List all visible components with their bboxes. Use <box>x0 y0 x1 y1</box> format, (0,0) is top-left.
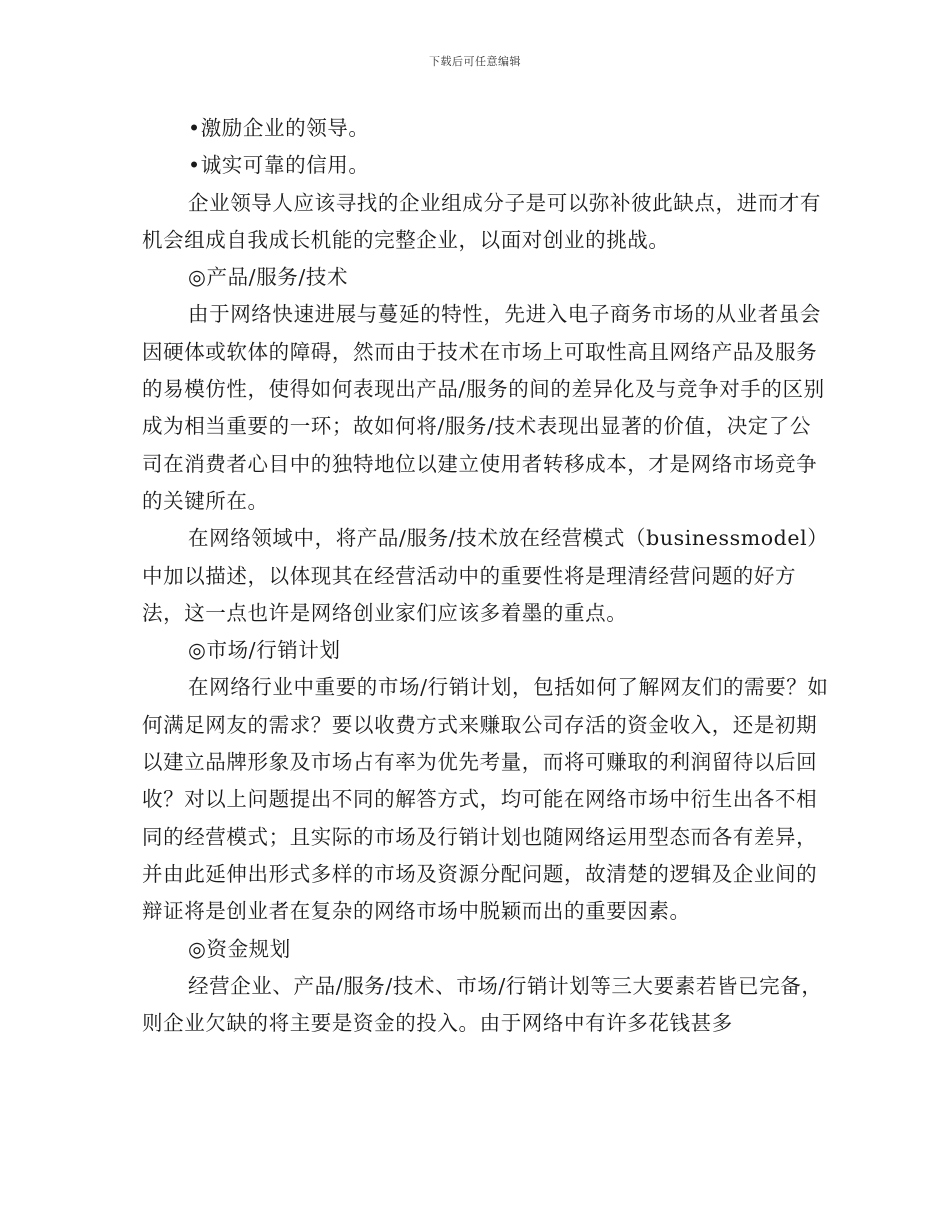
paragraph-market-1: 在网络行业中重要的市场/行销计划，包括如何了解网友们的需要？如何满足网友的需求？要以收费方式来赚取公司存活的资金收入，还是初期以建立品牌形象及市场占有率为优先考量，而将可赚取的利润留待以后回收？对以上问题提出不同的解答方式，均可能在网络市场中衍生出各不相同的经营模式；且实际的市场及行销计划也随网络运用型态而各有差异，并由此延伸出形式多样的市场及资源分配问题，故清楚的逻辑及企业间的辩证将是创业者在复杂的网络市场中脱颖而出的重要因素。 <box>142 675 829 924</box>
bullet-item: •诚实可靠的信用。 <box>188 153 370 178</box>
paragraph-intro: 企业领导人应该寻找的企业组成分子是可以弥补彼此缺点，进而才有机会组成自我成长机能的完整企业，以面对创业的挑战。 <box>142 190 821 252</box>
paragraph-funding-1: 经营企业、产品/服务/技术、市场/行销计划等三大要素若皆已完备，则企业欠缺的将主要是资金的投入。由于网络中有许多花钱甚多 <box>142 973 823 1036</box>
document-body <box>142 110 832 1042</box>
paragraph-product-1: 由于网络快速进展与蔓延的特性，先进入电子商务市场的从业者虽会因硬体或软体的障碍，然而由于技术在市场上可取性高且网络产品及服务的易模仿性，使得如何表现出产品/服务的间的差异化及与竞争对手的区别成为相当重要的一环；故如何将/服务/技术表现出显著的价值，决定了公司在消费者心目中的独特地位以建立使用者转移成本，才是网络市场竞争的关键所在。 <box>142 302 825 513</box>
bullet-item: •激励企业的领导。 <box>188 116 370 140</box>
section-heading-funding: ◎资金规划 <box>188 936 291 961</box>
section-heading-market: ◎市场/行销计划 <box>188 638 341 663</box>
section-heading-product: ◎产品/服务/技术 <box>188 265 349 290</box>
page-header: 下载后可任意编辑 <box>429 55 521 68</box>
paragraph-product-2: 在网络领域中，将产品/服务/技术放在经营模式（businessmodel）中加以描述，以体现其在经营活动中的重要性将是理清经营问题的好方法，这一点也许是网络创业家们应该多着墨的重点。 <box>142 526 829 625</box>
